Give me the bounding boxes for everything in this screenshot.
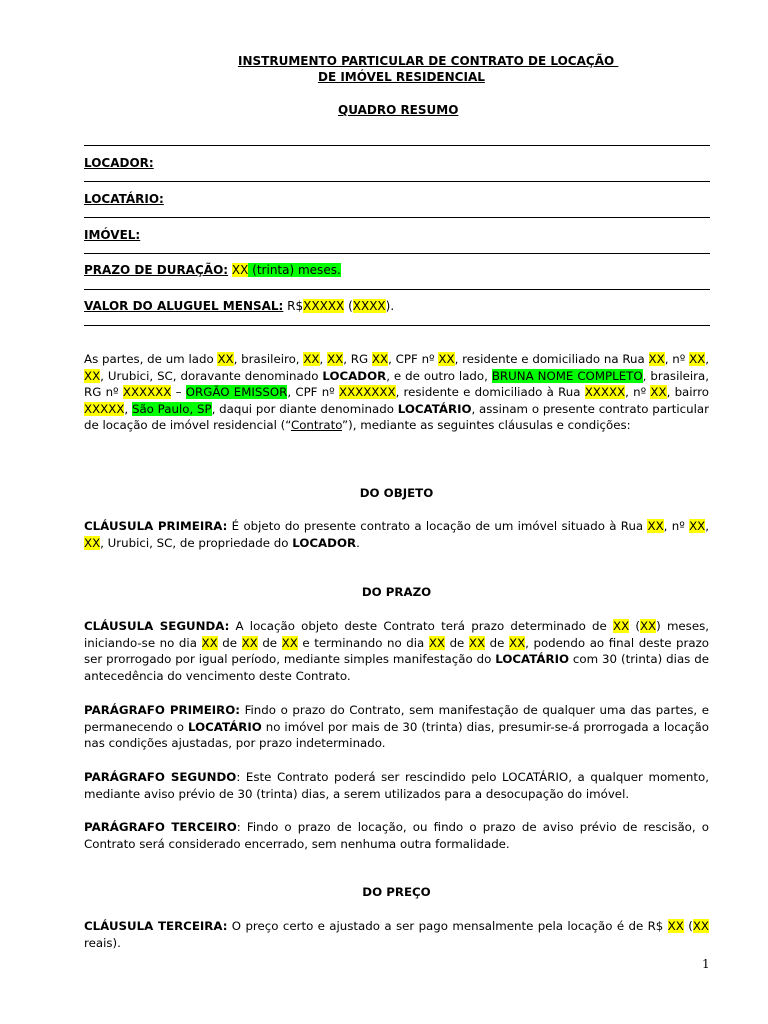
placeholder: XX: [468, 635, 486, 650]
intro-text: ”), mediante as seguintes cláusulas e condições:: [342, 418, 631, 433]
imovel-label: IMÓVEL:: [84, 228, 141, 242]
prazo-label: PRAZO DE DURAÇÃO:: [84, 263, 229, 277]
valor-words: XXXX: [352, 299, 386, 313]
valor-label: VALOR DO ALUGUEL MENSAL:: [84, 299, 284, 313]
paragraph-label: PARÁGRAFO TERCEIRO: [84, 820, 237, 834]
tenant-name-placeholder: BRUNA NOME COMPLETO: [491, 368, 643, 383]
placeholder: XX: [281, 635, 298, 650]
placeholder: XX: [647, 519, 664, 533]
placeholder: XX: [650, 385, 667, 400]
placeholder: XX: [667, 919, 684, 933]
intro-paragraph: [84, 351, 709, 434]
intro-text: ,: [319, 352, 328, 366]
placeholder: XX: [508, 635, 526, 650]
contrato-term: Contrato: [290, 418, 343, 433]
locatario-term: LOCATÁRIO: [397, 401, 472, 416]
clause-label: CLÁUSULA PRIMEIRA:: [84, 519, 228, 533]
summary-rule-3: [84, 253, 710, 254]
placeholder: XX: [84, 368, 101, 383]
clause-text: (: [683, 919, 693, 933]
clause-label: CLÁUSULA SEGUNDA:: [84, 619, 230, 633]
summary-rule-bottom: [84, 325, 710, 326]
clause-text: (: [629, 619, 640, 633]
locatario-field: [84, 192, 164, 206]
locador-field: [84, 156, 154, 170]
clause-text: A locação objeto deste Contrato terá prazo determinado de: [229, 619, 613, 633]
placeholder: XX: [689, 352, 706, 366]
intro-text: , CPF nº: [287, 385, 339, 400]
paragrafo-segundo: [84, 769, 709, 802]
paragrafo-terceiro: [84, 819, 709, 852]
paragraph-text: : Findo o prazo de locação, ou findo o prazo de aviso prévio de rescisão, o Contrato será considerado encerrado, sem nenhuma outra formalidade.: [84, 820, 710, 851]
placeholder: XX: [217, 352, 234, 366]
placeholder: XX: [327, 352, 344, 366]
paragraph-label: PARÁGRAFO PRIMEIRO:: [84, 703, 240, 717]
clause-text: É objeto do presente contrato a locação de um imóvel situado à Rua: [227, 519, 648, 533]
valor-amount: XXXXX: [303, 299, 345, 313]
locador-label: LOCADOR:: [84, 156, 154, 170]
placeholder: XX: [689, 519, 706, 533]
placeholder: XX: [201, 635, 218, 650]
summary-rule-1: [84, 181, 710, 182]
placeholder: XXXXXX: [122, 385, 172, 400]
placeholder: XX: [648, 352, 665, 366]
placeholder: XX: [639, 619, 657, 633]
placeholder: XXXXXXX: [338, 385, 396, 400]
intro-text: –: [171, 385, 186, 400]
locador-term: LOCADOR: [292, 535, 357, 550]
clausula-terceira: [84, 918, 709, 951]
placeholder: XX: [303, 352, 320, 366]
clausula-segunda: [84, 618, 709, 684]
clause-text: de: [257, 635, 282, 650]
page-number: 1: [702, 957, 710, 971]
intro-text: , assinam o presente contrato particular de locação de imóvel residencial (“: [84, 401, 709, 433]
clause-text: , podendo ao final deste prazo ser prorrogado por igual período, mediante simples manifestação do: [84, 635, 710, 667]
clause-text: reais).: [84, 935, 121, 950]
clause-text: O preço certo e ajustado a ser pago mensalmente pela locação é de R$: [227, 919, 668, 933]
section-heading-objeto: DO OBJETO: [359, 486, 434, 500]
intro-text: , residente e domiciliado na Rua: [454, 352, 649, 366]
locatario-term: LOCATÁRIO: [495, 652, 570, 667]
clause-text: ,: [705, 519, 709, 533]
locador-term: LOCADOR: [322, 368, 387, 383]
intro-text: , nº: [664, 352, 690, 366]
paragraph-text: no imóvel por mais de 30 (trinta) dias, presumir-se-á prorrogada a locação nas condições ajustadas, por prazo indeterminado.: [84, 719, 710, 751]
placeholder: XX: [438, 352, 455, 366]
valor-prefix: R$: [283, 299, 304, 313]
placeholder: XX: [84, 535, 101, 550]
paragraph-label: PARÁGRAFO SEGUNDO: [84, 770, 237, 784]
intro-text: , RG: [343, 352, 372, 366]
placeholder: XX: [692, 919, 709, 933]
intro-text: , nº: [625, 385, 651, 400]
intro-text: , bairro: [666, 385, 710, 400]
summary-rule-4: [84, 289, 710, 290]
clause-text: , nº: [663, 519, 690, 533]
clause-text: de: [445, 635, 469, 650]
intro-text: , brasileira, RG nº: [84, 368, 709, 400]
placeholder: XXXXX: [584, 385, 626, 400]
clause-text: com 30 (trinta) dias de antecedência do vencimento deste Contrato.: [84, 652, 709, 683]
locatario-label: LOCATÁRIO:: [84, 192, 164, 206]
intro-text: ,: [124, 401, 132, 416]
clause-text: e terminando no dia: [297, 635, 429, 650]
intro-text: , e de outro lado,: [386, 368, 492, 383]
prazo-value-text: (trinta) meses.: [248, 263, 341, 277]
intro-text: , Urubici, SC, doravante denominado: [100, 368, 323, 383]
section-heading-preco: DO PREÇO: [362, 885, 431, 899]
clause-label: CLÁUSULA TERCEIRA:: [84, 919, 228, 933]
clause-text: ) meses, iniciando-se no dia: [84, 619, 709, 650]
intro-text: , CPF nº: [388, 352, 439, 366]
placeholder: XX: [612, 619, 630, 633]
paragraph-text: Findo o prazo do Contrato, sem manifestação de qualquer uma das partes, e permanecendo o: [84, 703, 710, 734]
intro-text: , daqui por diante denominado: [211, 401, 398, 416]
summary-rule-top: [84, 145, 710, 146]
intro-text: , residente e domiciliado à Rua: [395, 385, 585, 400]
document-title-line-2: DE IMÓVEL RESIDENCIAL: [318, 70, 485, 84]
summary-rule-2: [84, 217, 710, 218]
imovel-field: [84, 228, 140, 242]
intro-text: As partes, de um lado: [84, 352, 218, 366]
clause-text: de: [485, 635, 509, 650]
intro-text: , brasileiro,: [233, 352, 304, 366]
valor-open: (: [344, 299, 353, 313]
placeholder: XX: [371, 352, 389, 366]
clause-text: , Urubici, SC, de propriedade do: [100, 535, 293, 550]
summary-heading: QUADRO RESUMO: [338, 103, 459, 117]
valor-field: [84, 299, 394, 313]
prazo-field: [84, 263, 341, 277]
valor-close: ).: [385, 299, 395, 313]
placeholder: XX: [241, 635, 258, 650]
placeholder: XX: [428, 635, 445, 650]
clause-text: de: [217, 635, 242, 650]
placeholder: XXXXX: [84, 401, 125, 416]
paragraph-text: : Este Contrato poderá ser rescindido pelo LOCATÁRIO, a qualquer momento, mediante aviso prévio de 30 (trinta) dias, a serem utilizados para a desocupação do imóvel.: [84, 770, 709, 801]
clause-text: .: [356, 535, 360, 550]
locatario-term: LOCATÁRIO: [187, 719, 262, 734]
intro-text: ,: [705, 352, 709, 366]
prazo-value-placeholder: XX: [231, 263, 249, 277]
paragrafo-primeiro: [84, 702, 709, 752]
city-placeholder: São Paulo, SP: [131, 401, 212, 416]
clausula-primeira: [84, 518, 709, 551]
section-heading-prazo: DO PRAZO: [361, 585, 432, 599]
issuer-placeholder: ORGÃO EMISSOR: [185, 385, 288, 400]
document-title-line-1: INSTRUMENTO PARTICULAR DE CONTRATO DE LOCAÇÃO: [238, 54, 619, 68]
